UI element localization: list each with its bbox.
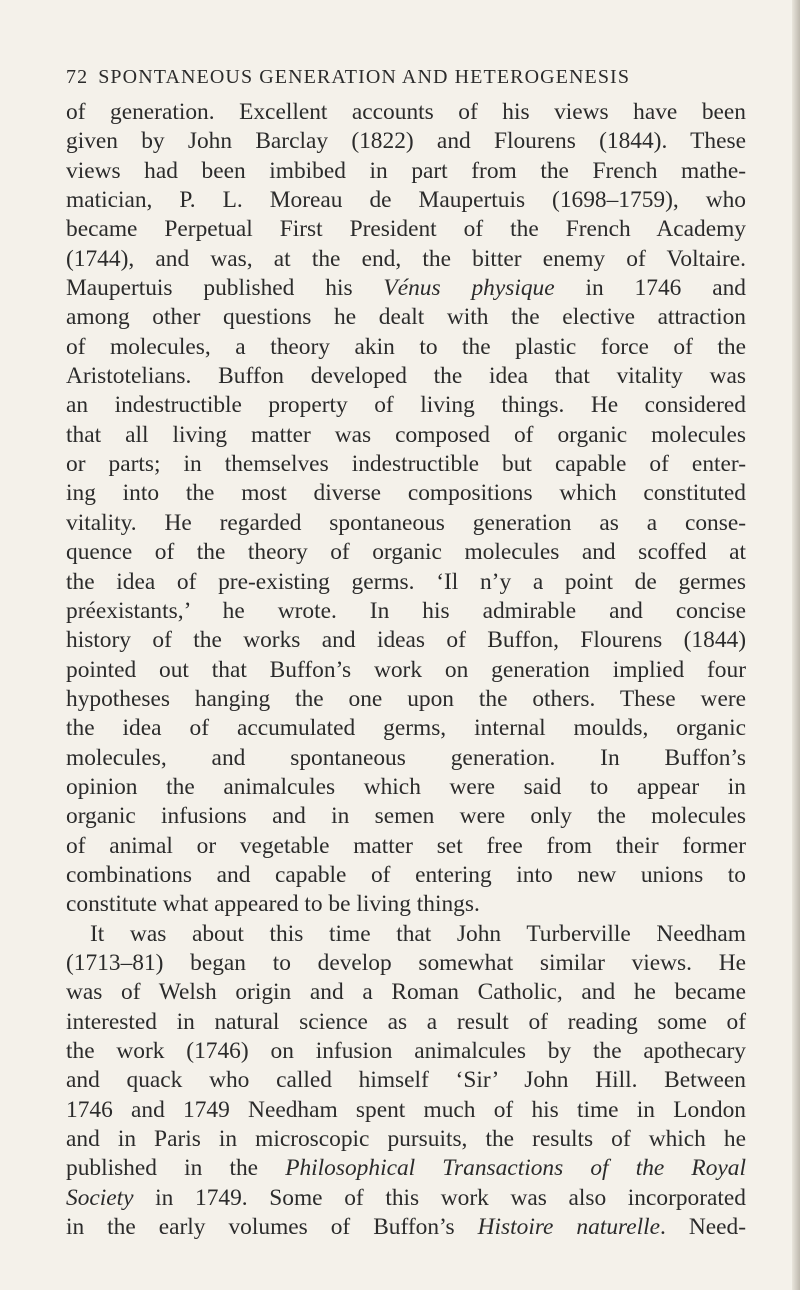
text-segment: became Perpetual First President of the French Academy [66, 216, 746, 243]
text-line [66, 274, 746, 303]
text-line [66, 861, 746, 890]
text-line [66, 1096, 746, 1125]
text-segment: given by John Barclay (1822) and Flourens (1844). These [66, 128, 746, 155]
text-segment: opinion the animalcules which were said to appear in [66, 773, 746, 800]
text-line [66, 127, 746, 156]
text-segment: (1713–81) began to develop somewhat similar views. He [66, 949, 746, 976]
text-line [66, 714, 746, 743]
text-line [66, 597, 746, 626]
text-segment: hypotheses hanging the one upon the others. These were [66, 685, 746, 712]
text-line [66, 215, 746, 244]
text-line [66, 509, 746, 538]
page-number: 72 [66, 66, 89, 88]
text-line [66, 333, 746, 362]
text-segment: pointed out that Buffon’s work on generation implied four [66, 656, 746, 683]
text-segment: interested in natural science as a result of reading some of [66, 1008, 746, 1035]
text-line [66, 1213, 746, 1242]
text-segment: and in Paris in microscopic pursuits, the results of which he [66, 1126, 746, 1153]
text-segment: among other questions he dealt with the elective attraction [66, 304, 746, 331]
text-segment: the work (1746) on infusion animalcules by the apothecary [66, 1038, 746, 1064]
text-segment: Maupertuis published his [66, 275, 384, 302]
text-segment: of molecules, a theory akin to the plastic force of the [66, 333, 746, 360]
text-segment: (1744), and was, at the end, the bitter enemy of Voltaire. [66, 245, 746, 272]
text-segment: quence of the theory of organic molecules and scoffed at [66, 539, 746, 566]
text-segment: the idea of accumulated germs, internal moulds, organic [66, 715, 746, 742]
text-segment: of generation. Excellent accounts of his views have been [66, 99, 746, 125]
text-segment: published in the [66, 1155, 286, 1182]
text-segment: in 1749. Some of this work was also incorporated [133, 1184, 746, 1211]
text-segment: views had been imbibed in part from the French mathe- [66, 157, 746, 184]
text-segment: . Need- [660, 1214, 746, 1241]
text-segment: It was about this time that John Turberville Needham [90, 920, 746, 947]
text-segment: 1746 and 1749 Needham spent much of his time in London [66, 1096, 746, 1123]
text-segment: combinations and capable of entering into new unions to [66, 861, 746, 888]
text-segment: préexistants,’ he wrote. In his admirable and concise [66, 597, 746, 624]
text-line [66, 978, 746, 1007]
text-segment: matician, P. L. Moreau de Maupertuis (1698–1759), who [66, 187, 746, 214]
italic-title: Histoire naturelle [477, 1214, 661, 1241]
text-line [66, 1008, 746, 1037]
text-line [66, 890, 746, 919]
text-line [66, 421, 746, 450]
text-segment: of animal or vegetable matter set free from their former [66, 832, 746, 859]
text-line [66, 920, 746, 949]
text-segment: history of the works and ideas of Buffon, Flourens (1844) [66, 627, 746, 654]
text-segment: molecules, and spontaneous generation. In Buffon’s [66, 744, 746, 771]
text-segment: was of Welsh origin and a Roman Catholic, and he became [66, 979, 746, 1006]
text-line [66, 391, 746, 420]
text-segment: or parts; in themselves indestructible but capable of enter- [66, 451, 746, 478]
text-line [66, 1125, 746, 1154]
text-line [66, 450, 746, 479]
text-line [66, 98, 746, 127]
text-line [66, 245, 746, 274]
text-segment: that all living matter was composed of organic molecules [66, 421, 746, 448]
text-segment: constitute what appeared to be living things. [66, 891, 480, 918]
text-line [66, 802, 746, 831]
text-line [66, 1066, 746, 1095]
text-line [66, 157, 746, 186]
body-text [66, 98, 746, 1242]
text-segment: and quack who called himself ‘Sir’ John Hill. Between [66, 1067, 746, 1094]
text-line [66, 362, 746, 391]
text-segment: in the early volumes of Buffon’s [66, 1214, 478, 1241]
text-segment: ing into the most diverse compositions which constituted [66, 480, 746, 507]
text-line [66, 773, 746, 802]
text-line [66, 479, 746, 508]
running-title: SPONTANEOUS GENERATION AND HETEROGENESIS [98, 66, 631, 88]
italic-title: Vénus physique [383, 275, 555, 302]
text-line [66, 1184, 746, 1213]
text-line [66, 744, 746, 773]
page-edge-shadow [792, 0, 800, 1290]
text-line [66, 949, 746, 978]
text-segment: Aristotelians. Buffon developed the idea that vitality was [66, 363, 746, 390]
text-segment: vitality. He regarded spontaneous generation as a conse- [66, 509, 746, 536]
text-line [66, 656, 746, 685]
text-line [66, 538, 746, 567]
text-segment: the idea of pre-existing germs. ‘Il n’y a point de germes [66, 568, 746, 595]
text-segment: in 1746 and [554, 275, 746, 302]
text-line [66, 626, 746, 655]
text-line [66, 832, 746, 861]
italic-title: Society [66, 1184, 134, 1211]
text-line [66, 303, 746, 332]
text-line [66, 685, 746, 714]
text-line [66, 1037, 746, 1066]
text-line [66, 1154, 746, 1183]
text-line [66, 568, 746, 597]
italic-title: Philosophical Transactions of the Royal [285, 1155, 746, 1182]
text-segment: an indestructible property of living things. He considered [66, 392, 746, 419]
text-line [66, 186, 746, 215]
running-header [66, 64, 746, 90]
text-segment: organic infusions and in semen were only the molecules [66, 803, 746, 830]
